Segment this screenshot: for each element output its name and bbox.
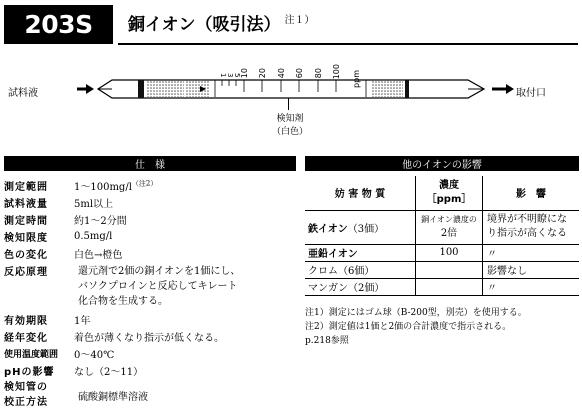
col-effect: 影 響 [483, 176, 580, 210]
effect-cell: 影響なし [483, 261, 580, 278]
spec-key: 測定時間 [4, 216, 48, 227]
calibration-value: 硫酸銅標準溶液 [78, 392, 148, 403]
concentration-line: 2倍 [440, 228, 458, 239]
title-note: 注１） [284, 15, 315, 27]
footnote-2: 注2）測定値は1価と2価の合計濃度で指示される。 [305, 322, 512, 332]
spec-row-ph [4, 362, 296, 379]
col-concentration [416, 176, 483, 210]
scale-label-80: 80 [314, 68, 323, 79]
inlet-label: 試料液 [8, 88, 38, 99]
spec-row-color-change [4, 245, 296, 262]
page-reference: p.218参照 [305, 336, 349, 346]
substance-suffix: （6価） [338, 266, 375, 277]
product-code: 203S [4, 5, 113, 44]
spec-key: 反応原理 [4, 267, 48, 278]
outlet-label: 取付口 [516, 88, 546, 99]
substance-name: 亜鉛イオン [308, 249, 358, 260]
table-header-row [305, 176, 579, 210]
concentration-line: 銅イオン濃度の [421, 215, 477, 224]
spec-value: 着色が薄くなり指示が低くなる。 [74, 333, 224, 344]
spec-row-range [4, 177, 296, 194]
substance-name: マンガン [308, 283, 348, 294]
reagent-leader-line [288, 98, 289, 110]
outlet-arrow-icon [492, 84, 514, 94]
spec-row-detection-limit [4, 228, 296, 245]
spec-value: 0.5mg/l [74, 231, 113, 242]
table-row [305, 244, 579, 261]
calibration-key-line: 検知管の [4, 382, 48, 393]
effect-cell: 〃 [483, 244, 580, 261]
substance-name: 鉄イオン [308, 223, 348, 235]
spec-key: pHの影響 [4, 367, 55, 378]
spec-row-time [4, 211, 296, 228]
scale-label-100: 100 [332, 64, 341, 80]
calibration-key [4, 380, 48, 410]
table-row [305, 210, 579, 244]
principle-text [78, 264, 240, 309]
effect-line: 境界が不明瞭にな [487, 214, 567, 225]
concentration-cell [416, 210, 483, 244]
spec-key: 測定範囲 [4, 182, 48, 193]
table-row [305, 278, 579, 295]
inlet-arrow-icon [77, 84, 94, 94]
scale-unit: ppm [352, 70, 361, 88]
spec-key: 試料液量 [4, 199, 48, 210]
spec-value: 約1〜2分間 [74, 216, 127, 227]
substance-cell [305, 261, 416, 278]
principle-line: バソクプロインと反応してキレート [78, 281, 238, 292]
substance-cell [305, 278, 416, 295]
table-row [305, 261, 579, 278]
scale-label-10: 10 [240, 68, 249, 79]
spec-row-aging [4, 328, 296, 345]
col-concentration-label: 濃度 [439, 179, 459, 191]
col-concentration-unit: ［ppm］ [426, 193, 472, 205]
interference-table [305, 176, 579, 296]
spec-value: 白色→橙色 [74, 250, 123, 261]
scale-small-3: 3 [226, 73, 234, 78]
concentration-cell [416, 261, 483, 278]
tube-plug-right [405, 80, 409, 98]
spec-value: 5ml以上 [74, 199, 114, 210]
spec-key: 使用温度範囲 [4, 350, 59, 360]
spec-key: 有効期限 [4, 316, 48, 327]
spec-value [74, 178, 296, 193]
scale-small-1: 1 [219, 73, 227, 78]
concentration-cell [416, 278, 483, 295]
interference-header: 他のイオンの影響 [305, 156, 579, 171]
reagent-label: 検知剤 [276, 114, 304, 124]
scale-label-20: 20 [258, 68, 267, 79]
range-value: 1〜100mg/l [74, 182, 132, 193]
spec-header: 仕 様 [4, 156, 296, 171]
spec-row-sample-volume [4, 194, 296, 211]
spec-key: 検知限度 [4, 233, 48, 244]
scale-label-40: 40 [277, 68, 286, 79]
footnote-1: 注1）測定にはゴム球（B-200型，別売）を使用する。 [305, 308, 527, 318]
principle-line: 化合物を生成する。 [78, 296, 168, 307]
concentration-cell: 100 [416, 244, 483, 261]
spec-row-temperature [4, 345, 296, 362]
substance-name: クロム [308, 266, 338, 277]
reagent-section-2 [186, 81, 210, 97]
range-note: （注2） [131, 179, 158, 188]
scale-small-5: 5 [233, 73, 241, 78]
spec-key: 色の変化 [4, 250, 48, 261]
effect-cell: 〃 [483, 278, 580, 295]
substance-suffix: （3価） [347, 223, 385, 235]
scale-label-60: 60 [295, 68, 304, 79]
substance-cell [305, 244, 416, 261]
substance-suffix: （2価） [348, 283, 385, 294]
spec-value: なし（2〜11） [74, 367, 144, 378]
col-substance: 妨 害 物 質 [305, 176, 416, 210]
tube-plug-left [138, 80, 144, 98]
spec-row-shelf-life [4, 311, 296, 328]
spec-value: 1年 [74, 316, 91, 327]
spec-value: 0〜40℃ [74, 350, 115, 361]
title-text: 銅イオン（吸引法） [128, 15, 281, 35]
principle-line: 還元剤で2価の銅イオンを1価にし、 [78, 266, 241, 277]
reagent-color: （白色） [271, 127, 308, 137]
footnotes [305, 306, 527, 348]
calibration-key-line: 校正方法 [4, 397, 48, 408]
substance-cell [305, 210, 416, 244]
reagent-section-3 [372, 81, 403, 97]
effect-line: り指示が高くなる [487, 228, 567, 239]
spec-key: 経年変化 [4, 333, 48, 344]
reagent-section-1 [146, 81, 184, 97]
effect-cell [483, 210, 580, 244]
